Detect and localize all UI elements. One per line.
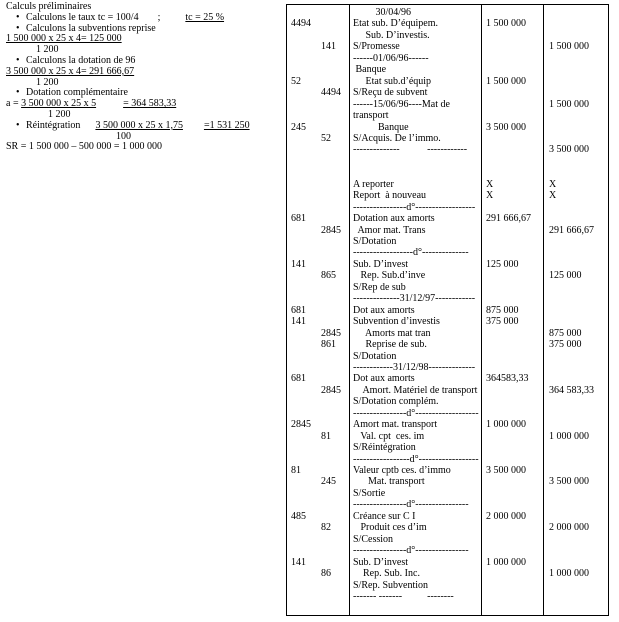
entry-label: S/Acquis. De l’immo. bbox=[353, 132, 441, 144]
entry-label: ------01/06/96------ bbox=[353, 52, 429, 64]
debit-amount: 1 500 000 bbox=[486, 18, 526, 30]
formula-complementary-denominator: 1 200 bbox=[48, 108, 71, 120]
debit-amount: 364583,33 bbox=[486, 373, 529, 385]
journal-row bbox=[287, 282, 608, 293]
credit-account: 141 bbox=[321, 41, 336, 53]
journal-row bbox=[287, 305, 608, 316]
debit-account: 141 bbox=[291, 316, 306, 328]
journal-row bbox=[287, 133, 608, 144]
journal-row bbox=[287, 30, 608, 41]
credit-account: 861 bbox=[321, 339, 336, 351]
journal-row bbox=[287, 167, 608, 178]
entry-label: Val. cpt ces. im bbox=[353, 430, 425, 442]
entry-label: Créance sur C I bbox=[353, 510, 416, 522]
sr-line: SR = 1 500 000 – 500 000 = 1 000 000 bbox=[6, 141, 163, 153]
journal-row bbox=[287, 591, 608, 602]
journal-row bbox=[287, 339, 608, 350]
entry-label: -----------------d°------------------ bbox=[353, 453, 479, 465]
debit-amount: 3 500 000 bbox=[486, 465, 526, 476]
entry-label: ----------------d°------------------ bbox=[353, 201, 476, 213]
entry-label: S/Rep de sub bbox=[353, 281, 406, 293]
debit-account: 141 bbox=[291, 556, 306, 568]
entry-label: Dot aux amorts bbox=[353, 304, 415, 316]
entry-label: Dotation aux amorts bbox=[353, 213, 435, 225]
journal-row bbox=[287, 64, 608, 75]
calc-title: Calculs préliminaires bbox=[6, 1, 92, 12]
entry-label: Amort. Matériel de transport bbox=[353, 384, 478, 396]
entry-label: ------- ------- -------- bbox=[353, 590, 454, 602]
journal-row bbox=[287, 419, 608, 430]
formula-complementary-numerator: 3 500 000 x 25 x 5 bbox=[21, 98, 97, 110]
entry-label: Mat. transport bbox=[353, 476, 425, 488]
entry-label: transport bbox=[353, 110, 389, 122]
entry-label: Amorts mat tran bbox=[353, 327, 431, 339]
entry-label: Amor mat. Trans bbox=[353, 224, 426, 236]
entry-label: ------15/06/96----Mat de bbox=[353, 98, 450, 110]
entry-label: ----------------d°---------------- bbox=[353, 545, 469, 557]
bullet-subsidy: • Calculons la subventions reprise bbox=[6, 24, 286, 35]
journal-row bbox=[287, 373, 608, 384]
bullet-complementary: • Dotation complémentaire bbox=[6, 88, 286, 99]
entry-label: S/Promesse bbox=[353, 41, 400, 53]
journal-row bbox=[287, 454, 608, 465]
credit-account: 81 bbox=[321, 430, 331, 442]
debit-account: 681 bbox=[291, 304, 306, 316]
formula-depreciation-numerator: 3 500 000 x 25 x 4= 291 666,67 bbox=[6, 65, 135, 77]
debit-amount: 375 000 bbox=[486, 316, 519, 328]
rate-label: Calculons le taux tc = 100/4 bbox=[26, 11, 139, 23]
journal-row bbox=[287, 557, 608, 568]
debit-account: 81 bbox=[291, 465, 301, 476]
entry-label: ----------------d°---------------- bbox=[353, 499, 469, 511]
journal-row bbox=[287, 53, 608, 64]
journal-row bbox=[287, 396, 608, 407]
journal-row bbox=[287, 144, 608, 155]
journal-row bbox=[287, 545, 608, 556]
entry-label: Subvention d’investis bbox=[353, 316, 440, 328]
entry-label: Rep. Sub. Inc. bbox=[353, 568, 420, 580]
journal-row bbox=[287, 259, 608, 270]
journal-row bbox=[287, 87, 608, 98]
entry-label: ----------------d°------------------- bbox=[353, 407, 479, 419]
credit-amount: 1 000 000 bbox=[549, 430, 589, 442]
journal-row bbox=[287, 18, 608, 29]
journal-row bbox=[287, 99, 608, 110]
reintegration-label: Réintégration bbox=[26, 119, 81, 131]
debit-amount: 3 500 000 bbox=[486, 121, 526, 133]
credit-amount: 1 000 000 bbox=[549, 568, 589, 580]
journal-row bbox=[287, 316, 608, 327]
journal-row bbox=[287, 213, 608, 224]
debit-amount: 291 666,67 bbox=[486, 213, 531, 225]
entry-label: Valeur cptb ces. d’immo bbox=[353, 465, 451, 476]
journal-row bbox=[287, 190, 608, 201]
entry-label: Sub. D’investis. bbox=[353, 29, 430, 41]
entry-label: S/Réintégration bbox=[353, 442, 416, 454]
journal-row bbox=[287, 408, 608, 419]
credit-amount: 364 583,33 bbox=[549, 384, 594, 396]
entry-label: Etat sub.d’équip bbox=[353, 75, 432, 87]
journal-row bbox=[287, 511, 608, 522]
entry-label: Dot aux amorts bbox=[353, 373, 415, 385]
entry-label: ------------31/12/98-------------- bbox=[353, 361, 476, 373]
credit-amount: 2 000 000 bbox=[549, 522, 589, 534]
entry-label: Banque bbox=[353, 64, 387, 76]
credit-account: 2845 bbox=[321, 224, 341, 236]
debit-amount: 1 000 000 bbox=[486, 556, 526, 568]
entry-label: Sub. D’invest bbox=[353, 556, 408, 568]
journal-row bbox=[287, 236, 608, 247]
credit-amount: 291 666,67 bbox=[549, 224, 594, 236]
bullet-depreciation: • Calculons la dotation de 96 bbox=[6, 56, 286, 67]
debit-amount: 1 000 000 bbox=[486, 419, 526, 431]
credit-amount: 875 000 bbox=[549, 327, 582, 339]
formula-depreciation-denominator: 1 200 bbox=[36, 76, 59, 88]
entry-label: S/Dotation bbox=[353, 236, 397, 247]
debit-account: 4494 bbox=[291, 18, 311, 30]
formula-complementary-prefix: a = bbox=[6, 98, 19, 110]
debit-amount: 875 000 bbox=[486, 304, 519, 316]
credit-amount: 3 500 000 bbox=[549, 144, 589, 156]
formula-complementary-result: = 364 583,33 bbox=[123, 98, 177, 110]
journal-row bbox=[287, 362, 608, 373]
debit-account: 245 bbox=[291, 121, 306, 133]
journal-row bbox=[287, 580, 608, 591]
formula-reintegration-result: =1 531 250 bbox=[203, 119, 250, 131]
debit-amount: 125 000 bbox=[486, 258, 519, 270]
credit-amount: X bbox=[549, 178, 557, 190]
credit-account: 52 bbox=[321, 132, 331, 144]
credit-amount: 1 500 000 bbox=[549, 41, 589, 53]
journal-row bbox=[287, 156, 608, 167]
bullet-reintegration bbox=[6, 121, 286, 132]
journal-row bbox=[287, 351, 608, 362]
entry-label: Rep. Sub.d’inve bbox=[353, 270, 426, 282]
debit-amount: X bbox=[486, 178, 494, 190]
entry-label: S/Sortie bbox=[353, 487, 386, 499]
journal-row bbox=[287, 476, 608, 487]
credit-amount: 1 500 000 bbox=[549, 98, 589, 110]
credit-amount: 375 000 bbox=[549, 339, 582, 351]
entry-label: 30/04/96 bbox=[353, 7, 412, 18]
entry-label: A reporter bbox=[353, 178, 394, 190]
journal-row bbox=[287, 225, 608, 236]
debit-account: 485 bbox=[291, 510, 306, 522]
journal-row bbox=[287, 568, 608, 579]
formula-subsidy-denominator: 1 200 bbox=[36, 44, 59, 56]
entry-label: Banque bbox=[353, 121, 409, 133]
journal-row bbox=[287, 293, 608, 304]
debit-amount: 2 000 000 bbox=[486, 510, 526, 522]
entry-label: ------------------d°-------------- bbox=[353, 247, 469, 259]
debit-account: 2845 bbox=[291, 419, 311, 431]
journal-row bbox=[287, 465, 608, 476]
journal-row bbox=[287, 522, 608, 533]
entry-label: S/Reçu de subvent bbox=[353, 87, 428, 99]
journal-row bbox=[287, 41, 608, 52]
credit-amount: X bbox=[549, 190, 557, 202]
journal-table bbox=[286, 4, 609, 616]
journal-row bbox=[287, 270, 608, 281]
entry-label: S/Dotation bbox=[353, 350, 397, 362]
entry-label: Etat sub. D’équipem. bbox=[353, 18, 438, 30]
bullet-rate bbox=[6, 13, 286, 24]
credit-account: 4494 bbox=[321, 87, 341, 99]
entry-label: S/Cession bbox=[353, 533, 394, 545]
journal-row bbox=[287, 247, 608, 258]
entry-label: --------------31/12/97------------ bbox=[353, 293, 476, 305]
journal-row bbox=[287, 442, 608, 453]
credit-account: 86 bbox=[321, 568, 331, 580]
credit-amount: 125 000 bbox=[549, 270, 582, 282]
entry-label: -------------- ------------ bbox=[353, 144, 468, 156]
journal-row bbox=[287, 431, 608, 442]
credit-account: 2845 bbox=[321, 384, 341, 396]
debit-amount: X bbox=[486, 190, 494, 202]
journal-row bbox=[287, 76, 608, 87]
credit-account: 865 bbox=[321, 270, 336, 282]
journal-row bbox=[287, 122, 608, 133]
entry-label: Reprise de sub. bbox=[353, 339, 427, 351]
rate-sep: ; bbox=[157, 11, 161, 23]
formula-reintegration-numerator: 3 500 000 x 25 x 1,75 bbox=[95, 119, 183, 131]
journal-row bbox=[287, 488, 608, 499]
entry-label: Report à nouveau bbox=[353, 190, 427, 202]
rate-result: tc = 25 % bbox=[185, 11, 225, 23]
journal-row bbox=[287, 385, 608, 396]
formula-reintegration-denominator: 100 bbox=[116, 130, 131, 142]
preliminary-calculations bbox=[6, 2, 286, 153]
credit-amount: 3 500 000 bbox=[549, 476, 589, 488]
credit-account: 245 bbox=[321, 476, 336, 488]
journal-row bbox=[287, 7, 608, 18]
entry-label: S/Dotation complém. bbox=[353, 396, 439, 408]
formula-subsidy-numerator: 1 500 000 x 25 x 4= 125 000 bbox=[6, 33, 122, 45]
credit-account: 82 bbox=[321, 522, 331, 534]
debit-account: 52 bbox=[291, 75, 301, 87]
debit-account: 681 bbox=[291, 373, 306, 385]
entry-label: S/Rep. Subvention bbox=[353, 579, 429, 591]
entry-label: Produit ces d’im bbox=[353, 522, 427, 534]
credit-account: 2845 bbox=[321, 327, 341, 339]
journal-row bbox=[287, 328, 608, 339]
entry-label: Amort mat. transport bbox=[353, 419, 438, 431]
journal-row bbox=[287, 202, 608, 213]
debit-account: 681 bbox=[291, 213, 306, 225]
journal-row bbox=[287, 499, 608, 510]
journal-row bbox=[287, 179, 608, 190]
debit-amount: 1 500 000 bbox=[486, 75, 526, 87]
journal-row bbox=[287, 110, 608, 121]
entry-label: Sub. D’invest bbox=[353, 258, 408, 270]
journal-row bbox=[287, 534, 608, 545]
debit-account: 141 bbox=[291, 258, 306, 270]
